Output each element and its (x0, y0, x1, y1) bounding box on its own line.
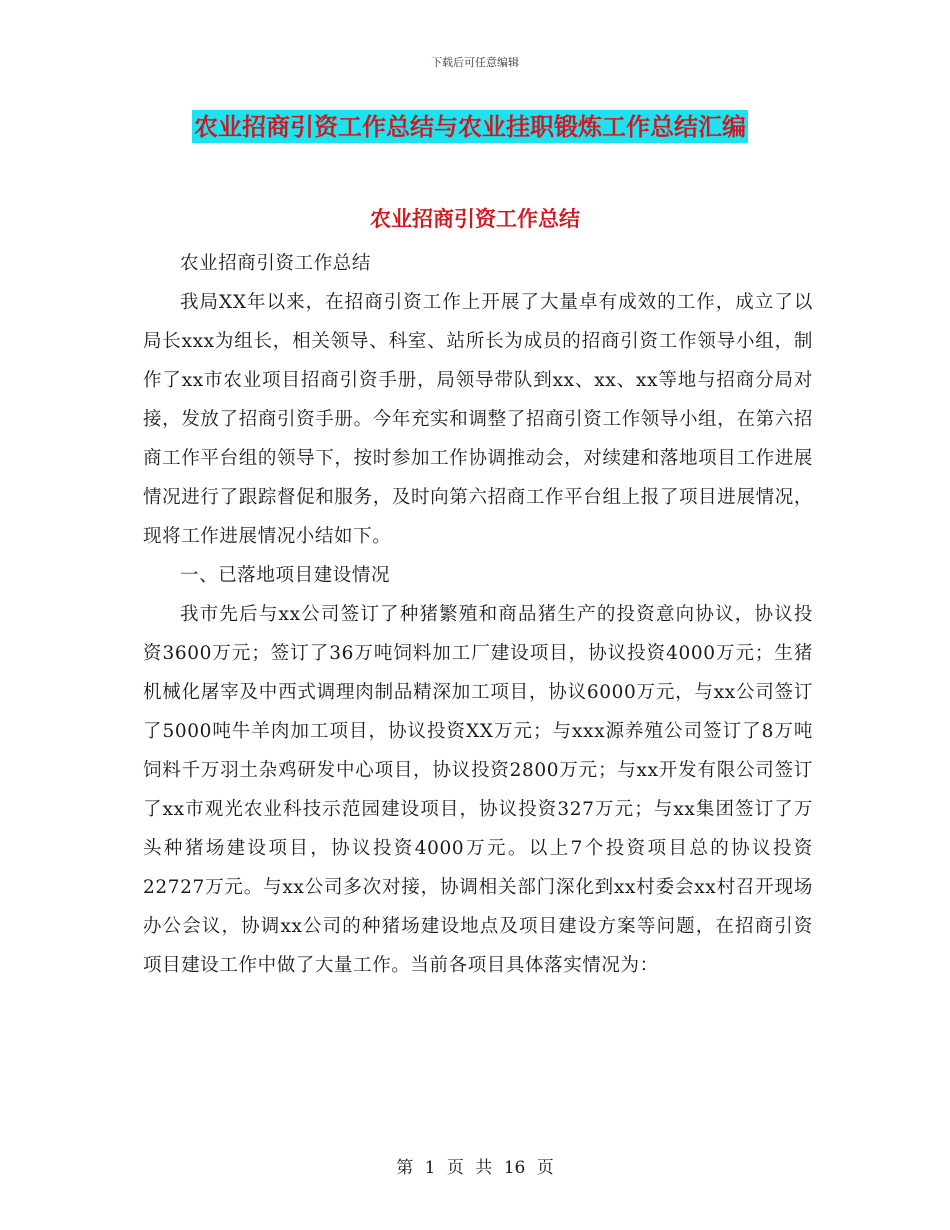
page-header-note: 下载后可任意编辑 (431, 56, 519, 69)
paragraph-intro: 我局XX年以来，在招商引资工作上开展了大量卓有成效的工作，成立了以局长xxx为组长，相关领导、科室、站所长为成员的招商引资工作领导小组，制作了xx市农业项目招商引资手册，局领导带队到xx、xx、xx等地与招商分局对接，发放了招商引资手册。今年充实和调整了招商引资工作领导小组，在第六招商工作平台组的领导下，按时参加工作协调推动会，对续建和落地项目工作进展情况进行了跟踪督促和服务，及时向第六招商工作平台组上报了项目进展情况，现将工作进展情况小结如下。 (143, 292, 813, 547)
document-body (143, 244, 813, 985)
paragraph-heading: 农业招商引资工作总结 (180, 253, 372, 274)
document-main-title: 农业招商引资工作总结与农业挂职锻炼工作总结汇编 (194, 112, 746, 141)
section-title: 农业招商引资工作总结 (370, 206, 580, 231)
paragraph-section-heading: 一、已落地项目建设情况 (180, 565, 391, 586)
paragraph-projects: 我市先后与xx公司签订了种猪繁殖和商品猪生产的投资意向协议，协议投资3600万元；签订了36万吨饲料加工厂建设项目，协议投资4000万元；生猪机械化屠宰及中西式调理肉制品精深加工项目，协议6000万元，与xx公司签订了5000吨牛羊肉加工项目，协议投资XX万元；与xxx源养殖公司签订了8万吨饲料千万羽土杂鸡研发中心项目，协议投资2800万元；与xx开发有限公司签订了xx市观光农业科技示范园建设项目，协议投资327万元；与xx集团签订了万头种猪场建设项目，协议投资4000万元。以上7个投资项目总的协议投资22727万元。与xx公司多次对接，协调相关部门深化到xx村委会xx村召开现场办公会议，协调xx公司的种猪场建设地点及项目建设方案等问题，在招商引资项目建设工作中做了大量工作。当前各项目具体落实情况为： (143, 604, 813, 976)
page-number-footer: 第 1 页 共 16 页 (396, 1158, 554, 1178)
